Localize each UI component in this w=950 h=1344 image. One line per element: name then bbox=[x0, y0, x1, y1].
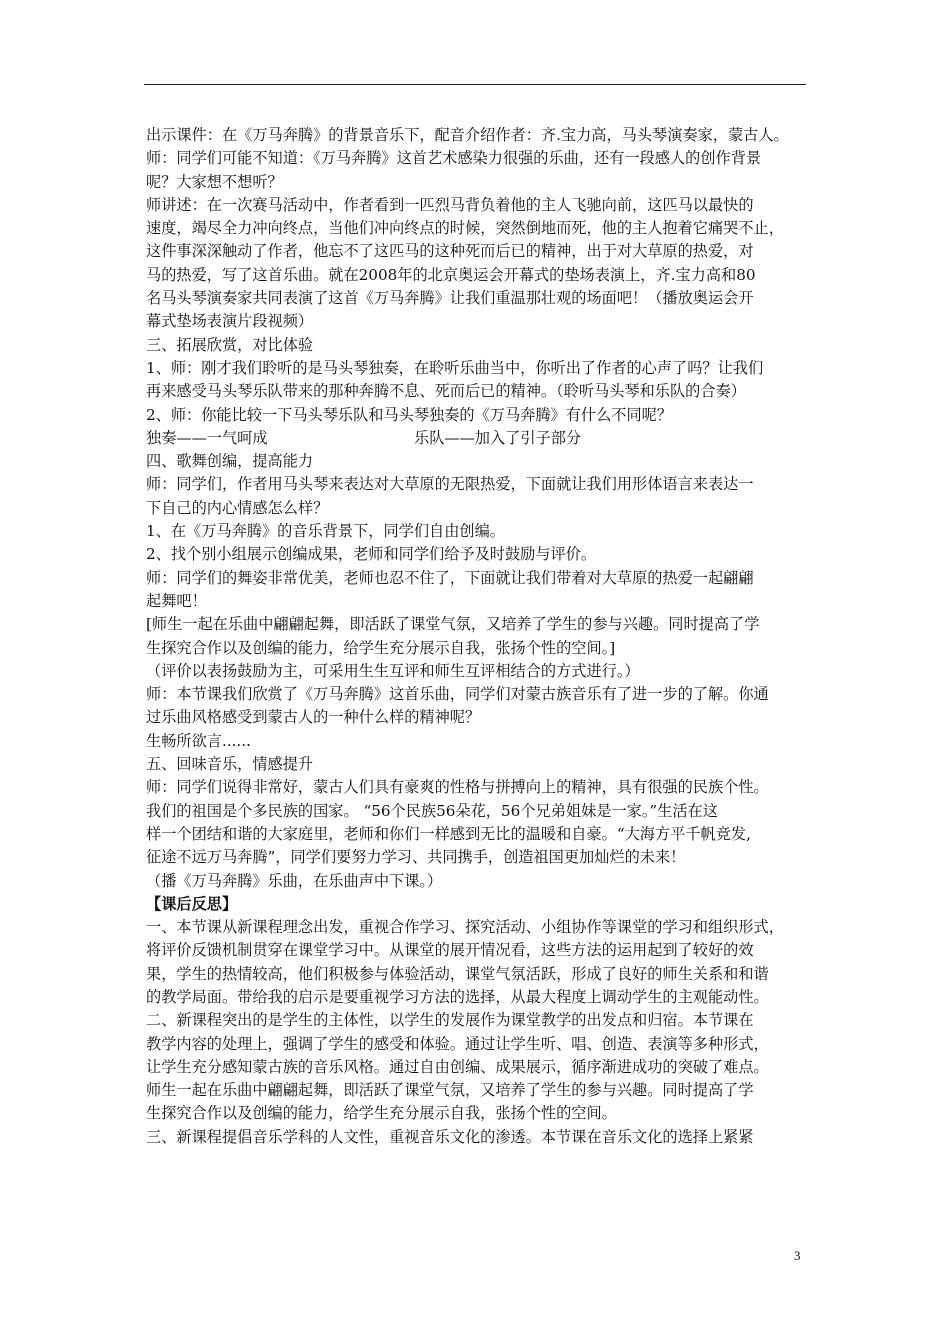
document-body bbox=[146, 124, 810, 1149]
text-line: 征途不远万马奔腾”，同学们要努力学习、共同携手，创造祖国更加灿烂的未来！ bbox=[146, 848, 686, 867]
reflection-heading: 【课后反思】 bbox=[146, 894, 238, 913]
text-line: 呢？大家想不想听？ bbox=[146, 172, 283, 191]
text-line: 幕式垫场表演片段视频） bbox=[146, 312, 314, 331]
text-line: 这件事深深触动了作者，他忘不了这匹马的这种死而后已的精神，出于对大草原的热爱，对 bbox=[146, 242, 754, 261]
text-line: 1、在《万马奔腾》的音乐背景下，同学们自由创编。 bbox=[146, 522, 505, 541]
text-line: 师：本节课我们欣赏了《万马奔腾》这首乐曲，同学们对蒙古族音乐有了进一步的了解。你通 bbox=[146, 685, 769, 704]
reflection-line: 三、新课程提倡音乐学科的人文性，重视音乐文化的渗透。本节课在音乐文化的选择上紧紧 bbox=[146, 1127, 754, 1146]
text-line: 师：同学们，作者用马头琴来表达对大草原的无限热爱，下面就让我们用形体语言来表达一 bbox=[146, 475, 754, 494]
section-heading: 五、回味音乐，情感提升 bbox=[146, 755, 314, 774]
text-line: 师：同学们可能不知道：《万马奔腾》这首艺术感染力很强的乐曲，还有一段感人的创作背景 bbox=[146, 149, 762, 168]
text-line: 师讲述：在一次赛马活动中，作者看到一匹烈马背负着他的主人飞驰向前，这匹马以最快的 bbox=[146, 195, 754, 214]
text-line: 过乐曲风格感受到蒙古人的一种什么样的精神呢？ bbox=[146, 708, 481, 727]
text-line: 1、师：刚才我们聆听的是马头琴独奏，在聆听乐曲当中，你听出了作者的心声了吗？让我们 bbox=[146, 358, 764, 377]
comparison-row bbox=[146, 427, 810, 450]
text-line: 速度，竭尽全力冲向终点，当他们冲向终点的时候，突然倒地而死，他的主人抱着它痛哭不止， bbox=[146, 219, 784, 238]
text-line: 2、师：你能比较一下马头琴乐队和马头琴独奏的《万马奔腾》有什么不同呢？ bbox=[146, 405, 673, 424]
reflection-line: 教学内容的处理上，强调了学生的感受和体验。通过让学生听、唱、创造、表演等多种形式， bbox=[146, 1034, 769, 1053]
text-line: 2、找个别小组展示创编成果，老师和同学们给予及时鼓励与评价。 bbox=[146, 545, 597, 564]
text-line: 样一个团结和谐的大家庭里，老师和你们一样感到无比的温暖和自豪。“大海方平千帆竞发, bbox=[146, 824, 751, 843]
reflection-line: 二、新课程突出的是学生的主体性，以学生的发展作为课堂教学的出发点和归宿。本节课在 bbox=[146, 1011, 754, 1030]
page-number: 3 bbox=[794, 1248, 801, 1263]
reflection-line: 让学生充分感知蒙古族的音乐风格。通过自由创编、成果展示，循序渐进成功的突破了难点。 bbox=[146, 1057, 769, 1076]
text-line: [师生一起在乐曲中翩翩起舞，即活跃了课堂气氛，又培养了学生的参与兴趣。同时提高了学 bbox=[146, 615, 760, 634]
text-line: （评价以表扬鼓励为主，可采用生生互评和师生互评相结合的方式进行。） bbox=[146, 661, 640, 680]
text-line: （播《万马奔腾》乐曲，在乐曲声中下课。） bbox=[146, 871, 443, 890]
section-heading: 三、拓展欣赏，对比体验 bbox=[146, 335, 314, 354]
reflection-line: 的教学局面。带给我的启示是要重视学习方法的选择，从最大程度上调动学生的主观能动性。 bbox=[146, 987, 769, 1006]
reflection-line: 生探究合作以及创编的能力，给学生充分展示自我，张扬个性的空间。 bbox=[146, 1104, 617, 1123]
text-line: 师：同学们的舞姿非常优美，老师也忍不住了，下面就让我们带着对大草原的热爱一起翩翩 bbox=[146, 568, 754, 587]
text-line: 出示课件：在《万马奔腾》的背景音乐下，配音介绍作者：齐.宝力高，马头琴演奏家，蒙古人。 bbox=[146, 126, 789, 144]
section-heading: 四、歌舞创编，提高能力 bbox=[146, 452, 314, 471]
text-line: 我们的祖国是个多民族的国家。 “56个民族56朵花，56个兄弟姐妹是一家。”生活在这 bbox=[146, 801, 718, 820]
text-line: 生探究合作以及创编的能力，给学生充分展示自我，张扬个性的空间。] bbox=[146, 638, 616, 657]
text-line: 生畅所欲言...... bbox=[146, 731, 251, 750]
band-comparison: 乐队——加入了引子部分 bbox=[414, 428, 582, 447]
text-line: 名马头琴演奏家共同表演了这首《万马奔腾》让我们重温那壮观的场面吧！（播放奥运会开 bbox=[146, 289, 754, 308]
reflection-line: 师生一起在乐曲中翩翩起舞，即活跃了课堂气氛，又培养了学生的参与兴趣。同时提高了学 bbox=[146, 1081, 754, 1100]
text-line: 起舞吧！ bbox=[146, 591, 207, 610]
reflection-line: 一、本节课从新课程理念出发，重视合作学习、探究活动、小组协作等课堂的学习和组织形式， bbox=[146, 918, 784, 937]
solo-comparison: 独奏——一气呵成 bbox=[146, 428, 268, 447]
reflection-line: 果，学生的热情较高，他们积极参与体验活动，课堂气氛活跃，形成了良好的师生关系和和谐 bbox=[146, 964, 769, 983]
text-line: 马的热爱，写了这首乐曲。就在2008年的北京奥运会开幕式的垫场表演上，齐.宝力高和80 bbox=[146, 265, 756, 284]
reflection-line: 将评价反馈机制贯穿在课堂学习中。从课堂的展开情况看，这些方法的运用起到了较好的效 bbox=[146, 941, 754, 960]
text-line: 下自己的内心情感怎么样？ bbox=[146, 498, 329, 517]
text-line: 师：同学们说得非常好，蒙古人们具有豪爽的性格与拼搏向上的精神，具有很强的民族个性。 bbox=[146, 778, 769, 797]
text-line: 再来感受马头琴乐队带来的那种奔腾不息、死而后已的精神。（聆听马头琴和乐队的合奏） bbox=[146, 382, 746, 401]
header-rule bbox=[144, 84, 806, 85]
